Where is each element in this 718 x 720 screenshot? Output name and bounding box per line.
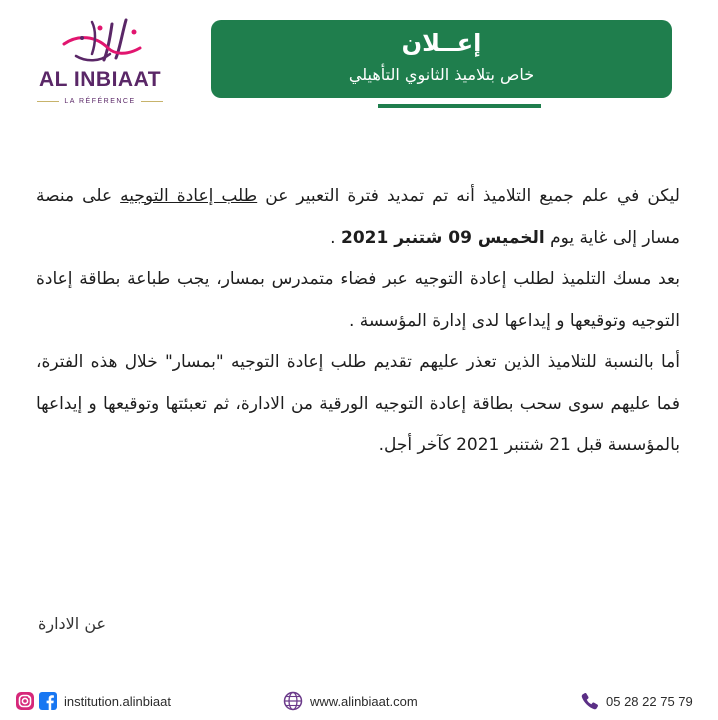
deadline-date: الخميس 09 شتنبر 2021 [340, 227, 545, 248]
footer-website [283, 690, 418, 712]
phone-number[interactable]: 05 28 22 75 79 [606, 693, 693, 709]
phone-icon [581, 692, 599, 710]
p1-suffix: . [330, 227, 341, 248]
p1-middle: على منصة مسار إلى غاية يوم [36, 186, 680, 248]
footer-phone [581, 690, 693, 712]
brand-name: AL INBIAAT [38, 68, 162, 91]
social-handle[interactable]: institution.alinbiaat [64, 693, 171, 709]
website-link[interactable]: www.alinbiaat.com [310, 693, 418, 709]
announcement-banner [211, 20, 672, 98]
instagram-icon[interactable] [16, 692, 34, 710]
p1-prefix: ليكن في علم جميع التلاميذ أنه تم تمديد فترة التعبير عن [257, 186, 680, 206]
signature: عن الادارة [38, 614, 107, 633]
globe-icon [283, 691, 303, 711]
announcement-subtitle: خاص بتلاميذ الثانوي التأهيلي [348, 65, 535, 84]
announcement-title: إعــلان [401, 29, 482, 57]
footer-social [16, 690, 171, 712]
tagline-rule-right [141, 101, 163, 102]
brand-tagline [20, 98, 180, 105]
logo [20, 14, 180, 114]
orientation-request-text: طلب إعادة التوجيه [120, 186, 258, 206]
announcement-body [36, 176, 680, 467]
facebook-icon[interactable] [39, 692, 57, 710]
paragraph-extension [36, 176, 680, 259]
tagline-rule-left [37, 101, 59, 102]
brand-tagline-text: LA RÉFÉRENCE [64, 98, 136, 105]
banner-underline [378, 104, 541, 108]
calligraphy-logo-icon [56, 14, 146, 70]
paragraph-paper-card: أما بالنسبة للتلاميذ الذين تعذر عليهم تقديم طلب إعادة التوجيه "بمسار" خلال هذه الفترة، فما عليهم سوى سحب بطاقة إعادة التوجيه الورقية من الادارة، ثم تعبئتها وتوقيعها و إيداعها بالمؤسسة قبل 21 شتنبر 2021 كآخر أجل. [36, 352, 680, 455]
paragraph-printing: بعد مسك التلميذ لطلب إعادة التوجيه عبر فضاء متمدرس بمسار، يجب طباعة بطاقة إعادة التوجيه وتوقيعها و إيداعها لدى إدارة المؤسسة . [36, 269, 680, 331]
